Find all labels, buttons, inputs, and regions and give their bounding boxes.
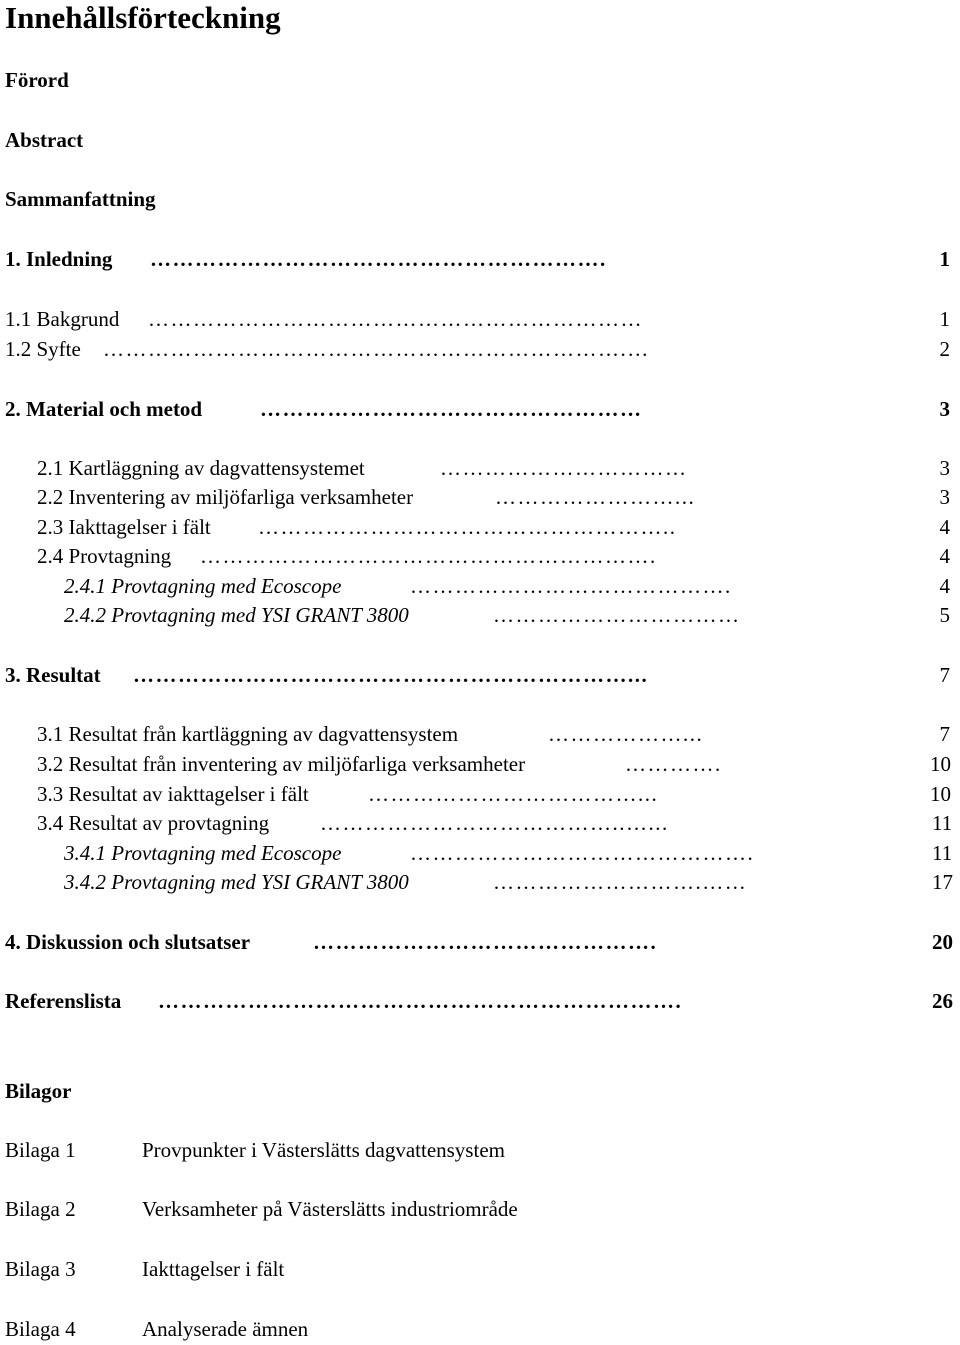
bilaga-title: Verksamheter på Västerslätts industriområde <box>142 1197 518 1221</box>
front-matter-abstract <box>0 127 960 153</box>
sammanfattning-label: Sammanfattning <box>5 187 156 211</box>
toc-leader-dots: ………………………………………. <box>313 930 658 954</box>
toc-page-number: 17 <box>932 870 953 894</box>
toc-entry[interactable] <box>0 455 960 481</box>
toc-entry[interactable] <box>0 869 960 895</box>
toc-page-number: 4 <box>939 515 950 539</box>
toc-entry-label: 3.4.1 Provtagning med Ecoscope <box>64 841 342 865</box>
toc-leader-dots: …………. <box>625 752 722 776</box>
toc-entry[interactable] <box>0 810 960 836</box>
toc-entry-label: 4. Diskussion och slutsatser <box>5 930 251 954</box>
bilaga-title: Analyserade ämnen <box>142 1317 309 1341</box>
toc-leader-dots: ………………………………………. <box>410 841 755 865</box>
toc-entry[interactable] <box>0 246 960 272</box>
toc-entry-label: 3.3 Resultat av iakttagelser i fält <box>37 782 309 806</box>
bilaga-title: Iakttagelser i fält <box>142 1257 285 1281</box>
toc-entry[interactable] <box>0 484 960 510</box>
toc-entry-label <box>64 573 341 599</box>
bilaga-label: Bilaga 4 <box>5 1317 76 1341</box>
toc-page-number: 7 <box>939 722 950 746</box>
toc-entry[interactable] <box>0 751 960 777</box>
toc-page-number: 3 <box>939 397 950 421</box>
toc-page-number: 2 <box>939 337 950 361</box>
toc-page-number: 11 <box>932 841 953 865</box>
bilaga-label: Bilaga 2 <box>5 1197 76 1221</box>
toc-leader-dots: …………………………………………………………….… <box>103 337 650 361</box>
toc-page-number: 10 <box>930 752 951 776</box>
toc-entry[interactable] <box>0 781 960 807</box>
toc-page-number: 1 <box>939 307 950 331</box>
toc-entry[interactable] <box>0 543 960 569</box>
bilagor-heading-row <box>0 1078 960 1104</box>
toc-entry-label: 2.4.2 Provtagning med YSI GRANT 3800 <box>64 603 409 627</box>
toc-entry-label: 2.4 Provtagning <box>37 544 172 568</box>
bilagor-heading: Bilagor <box>5 1079 72 1103</box>
bilaga-row[interactable] <box>0 1196 960 1222</box>
toc-entry-label: 1.2 Syfte <box>5 337 81 361</box>
toc-entry-label: 1.1 Bakgrund <box>5 307 120 331</box>
bilaga-row[interactable] <box>0 1316 960 1342</box>
front-matter-sammanfattning <box>0 186 960 212</box>
toc-title-row <box>0 0 960 36</box>
toc-entry-label: 1. Inledning <box>5 247 113 271</box>
toc-leader-dots: ……………………………………………………. <box>150 247 607 271</box>
toc-entry-label: 3. Resultat <box>5 663 101 687</box>
toc-entry[interactable] <box>0 929 960 955</box>
toc-entry[interactable] <box>0 602 960 628</box>
toc-leader-dots: ………………... <box>548 722 704 746</box>
toc-entry-label: 2.1 Kartläggning av dagvattensystemet <box>37 456 365 480</box>
toc-entry[interactable] <box>0 306 960 332</box>
toc-entry[interactable] <box>0 396 960 422</box>
toc-leader-dots: …………………………………..…... <box>320 811 669 835</box>
page-title: Innehållsförteckning <box>5 0 281 35</box>
bilaga-row[interactable] <box>0 1256 960 1282</box>
toc-entry-label: 3.2 Resultat från inventering av miljöfarliga verksamheter <box>37 752 526 776</box>
toc-entry-label: 2.2 Inventering av miljöfarliga verksamheter <box>37 485 414 509</box>
bilaga-label: Bilaga 3 <box>5 1257 76 1281</box>
toc-leader-dots: ………………………………... <box>368 782 659 806</box>
toc-page-number: 3 <box>939 456 950 480</box>
toc-leader-dots: ……………………….…… <box>493 870 748 894</box>
toc-entry[interactable] <box>0 840 960 866</box>
toc-page-number: 20 <box>932 930 953 954</box>
toc-entry[interactable] <box>0 336 960 362</box>
toc-leader-dots: ……………………... <box>495 485 696 509</box>
toc-page-number: 10 <box>930 782 951 806</box>
toc-entry-label: Referenslista <box>5 989 122 1013</box>
toc-page-number: 5 <box>939 603 950 627</box>
toc-leader-dots: …………………………… <box>440 456 688 480</box>
toc-entry-label: 2.3 Iakttagelser i fält <box>37 515 211 539</box>
toc-entry-label: 2. Material och metod <box>5 397 203 421</box>
bilaga-label: Bilaga 1 <box>5 1138 76 1162</box>
toc-page-number: 4 <box>939 574 950 598</box>
toc-entry-label: 3.1 Resultat från kartläggning av dagvattensystem <box>37 722 459 746</box>
toc-entry[interactable] <box>0 573 960 599</box>
toc-leader-dots: ……………………………………………….. <box>258 515 677 539</box>
toc-entry-label: 3.4 Resultat av provtagning <box>37 811 270 835</box>
abstract-label: Abstract <box>5 128 84 152</box>
toc-page-number: 1 <box>939 247 950 271</box>
toc-leader-dots: …………………………………………………………... <box>133 663 649 687</box>
toc-leader-dots: ……………………………………………………. <box>200 544 657 568</box>
toc-entry[interactable] <box>0 662 960 688</box>
toc-page-number: 3 <box>939 485 950 509</box>
forord-label: Förord <box>5 68 69 92</box>
toc-leader-dots: …………………………… <box>493 603 741 627</box>
toc-leader-dots: ……………………………………. <box>410 574 732 598</box>
toc-leader-dots: ……………………………………………………………. <box>158 989 683 1013</box>
toc-page-number: 26 <box>932 989 953 1013</box>
toc-entry[interactable] <box>0 721 960 747</box>
toc-page-number: 4 <box>939 544 950 568</box>
bilaga-title: Provpunkter i Västerslätts dagvattensystem <box>142 1138 505 1162</box>
toc-leader-dots: …………………………………………… <box>260 397 643 421</box>
toc-entry-label-text: 2.4.1 Provtagning med Ecoscope <box>64 574 342 598</box>
toc-page-number: 7 <box>939 663 950 687</box>
front-matter-forord <box>0 67 960 93</box>
toc-entry[interactable] <box>0 514 960 540</box>
toc-leader-dots: ………………………………………………………… <box>148 307 643 331</box>
toc-page-number: 11 <box>932 811 953 835</box>
toc-entry-label: 3.4.2 Provtagning med YSI GRANT 3800 <box>64 870 409 894</box>
bilaga-row[interactable] <box>0 1137 960 1163</box>
toc-entry[interactable] <box>0 988 960 1014</box>
